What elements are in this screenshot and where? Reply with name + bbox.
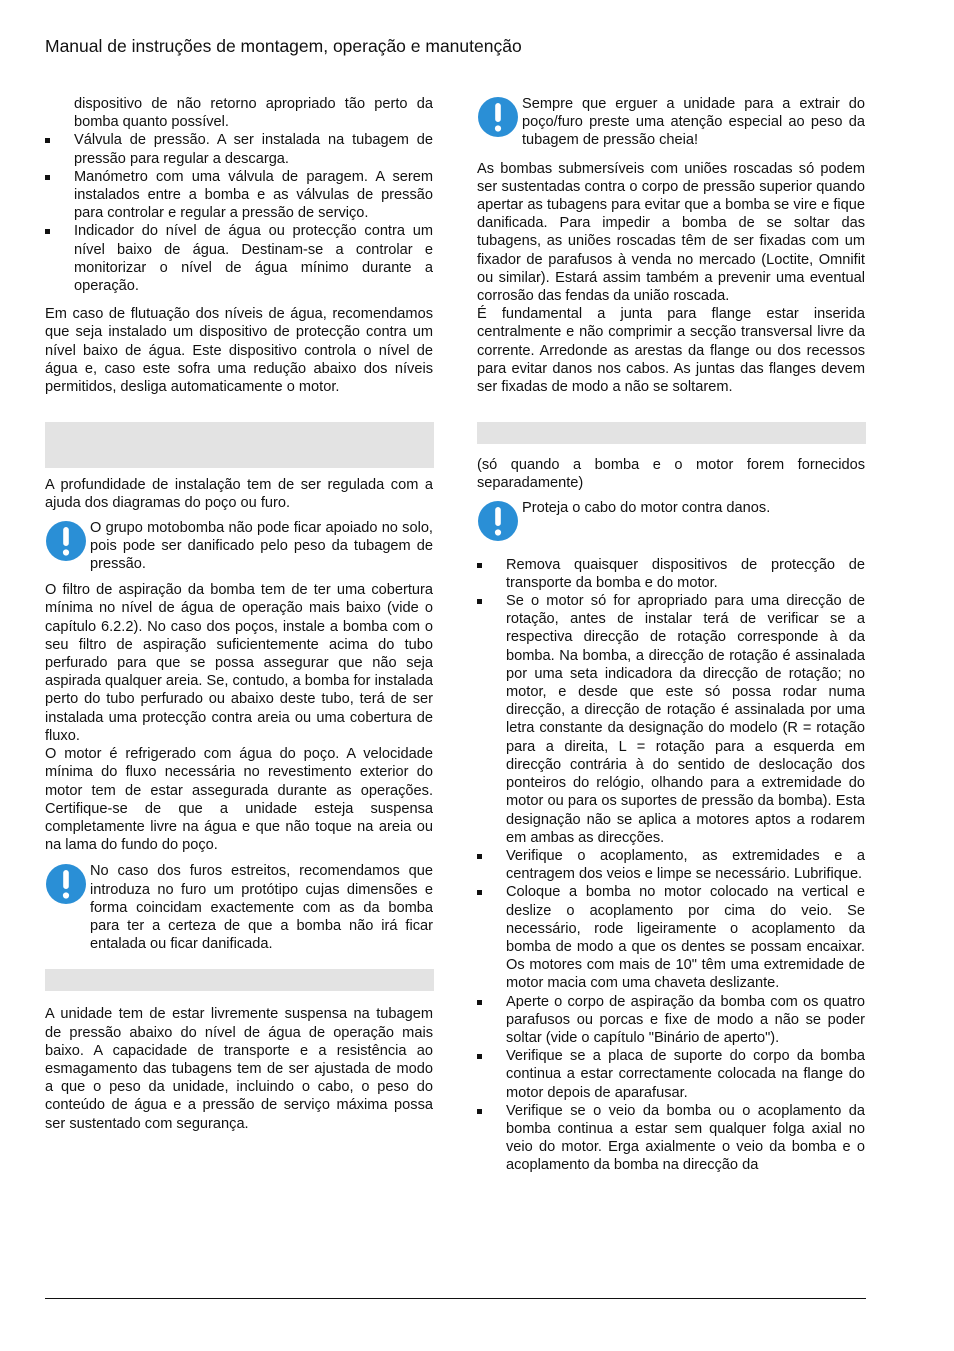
exclamation-icon [45, 863, 87, 905]
list-item: dispositivo de não retorno apropriado tão perto da bomba quanto possível. [74, 96, 433, 131]
left-column [45, 95, 433, 1133]
notice-text: Proteja o cabo do motor contra danos. [522, 499, 771, 516]
list-item: Verifique o acoplamento, as extremidades e a centragem dos veios e limpe se necessário. Lubrifique. [477, 847, 865, 883]
exclamation-icon [477, 96, 519, 138]
list-item: Verifique se a placa de suporte do corpo da bomba continua a estar correctamente colocada na flange do motor depois de aparafusar. [477, 1047, 865, 1102]
right-column [477, 95, 865, 1175]
notice-text: O grupo motobomba não pode ficar apoiado no solo, pois pode ser danificado pelo peso da tubagem de pressão. [90, 519, 433, 573]
list-item: Remova quaisquer dispositivos de protecção de transporte da bomba e do motor. [477, 556, 865, 592]
paragraph: As bombas submersíveis com uniões roscadas só podem ser sustentadas contra o corpo de pressão superior quando apertar as tubagens para evitar que a bomba se vire e fique danificada. Para impedir a bomba de se soltar das tubagens, as uniões roscadas têm de ser fixadas com um fixador de parafusos à venda no mercado (Loctite, Omnifit ou similar). Estará assim também a prevenir uma eventual corrosão das fendas da união roscada. [477, 160, 865, 305]
list-item: Indicador do nível de água ou protecção contra um nível baixo de água. Destinam-se a controlar e monitorizar o nível de água mínimo durante a operação. [45, 222, 433, 295]
notice-box [45, 519, 433, 574]
list-item: Manómetro com uma válvula de paragem. A serem instalados entre a bomba e as válvulas de pressão para controlar e regular a pressão de serviço. [45, 168, 433, 223]
paragraph: O motor é refrigerado com água do poço. A velocidade mínima do fluxo necessária no revestimento exterior do motor tem de estar assegurada durante as operações. Certifique-se de que a unidade esteja suspensa completamente livre na água e que não toque na areia ou na lama do fundo do poço. [45, 746, 433, 854]
notice-box [477, 499, 865, 542]
list-item: Coloque a bomba no motor colocado na vertical e deslize o acoplamento por cima do veio. Se necessário, rode ligeiramente o acoplamento da bomba de modo a que os dentes se possam encaixar. Os motores com mais de 10" têm uma extremidade de motor macia com uma chaveta deslizante. [477, 883, 865, 992]
notice-text: No caso dos furos estreitos, recomendamos que introduza no furo um protótipo cujas dimensões e forma coincidam exactemente com as da bomba para ter a certeza de que a bomba não irá ficar entalada ou ficar danificada. [90, 863, 433, 953]
paragraph: A profundidade de instalação tem de ser regulada com a ajuda dos diagramas do poço ou furo. [45, 477, 433, 512]
exclamation-icon [45, 520, 87, 562]
notice-box [45, 862, 433, 953]
right-bullet-list [477, 556, 865, 1175]
notice-text: Sempre que erguer a unidade para a extrair do poço/furo preste uma atenção especial ao peso da tubagem de pressão cheia! [522, 96, 865, 149]
paragraph: A unidade tem de estar livremente suspensa na tubagem de pressão abaixo do nível de água de operação mais baixo. A capacidade de transporte e a resistência ao esmagamento das tubagens tem de ser ajustada de modo a que o peso da unidade, incluindo o cabo, o peso do conteúdo de água e a pressão de serviço máxima possa ser sustentado com segurança. [45, 1006, 433, 1132]
section-heading-bar [477, 422, 866, 444]
left-bullet-list [45, 95, 433, 295]
page-header: Manual de instruções de montagem, operação e manutenção [45, 36, 522, 56]
paragraph: (só quando a bomba e o motor forem fornecidos separadamente) [477, 457, 865, 492]
list-item: Se o motor só for apropriado para uma direcção de rotação, antes de instalar terá de verificar se a respectiva direcção de rotação corresponde à da bomba. Na bomba, a direcção de rotação é assinalada por uma seta indicadora da direcção de rotação; no motor, e desde que este só possa rodar numa direcção, a direcção de rotação é assinalada por uma letra constante da designação do modelo (R = rotação para a direita, L = rotação para a esquerda em direcção contrária à do sentido de deslocação dos ponteiros do relógio, olhando para a extremidade do motor ou para os suportes de pressão da bomba). Esta designação não se aplica a motores aptos a rodarem em ambas as direcções. [477, 592, 865, 847]
list-item: Válvula de pressão. A ser instalada na tubagem de pressão para regular a descarga. [45, 131, 433, 167]
paragraph: É fundamental a junta para flange estar inserida centralmente e não comprimir a secção transversal livre da corrente. Arredonde as arestas da flange ou dos recessos para evitar danos nos cabos. As juntas das flanges devem ser fixadas de modo a não se soltarem. [477, 306, 865, 396]
list-item: Verifique se o veio da bomba ou o acoplamento da bomba continua a estar sem qualquer folga axial no veio do motor. Erga axialmente o veio da bomba e o acoplamento da bomba na direcção da [477, 1102, 865, 1175]
paragraph: Em caso de flutuação dos níveis de água, recomendamos que seja instalado um dispositivo de protecção contra um nível baixo de água. Este dispositivo controla o nível de água e, caso este sofra uma redução abaixo dos níveis permitidos, desliga automaticamente o motor. [45, 306, 433, 396]
paragraph: O filtro de aspiração da bomba tem de ter uma cobertura mínima no nível de água de operação mais baixo (vide o capítulo 6.2.2). No caso dos poços, instale a bomba com o seu filtro de aspiração suficientemente acima do tubo perfurado para que se possa assegurar que não seja aspirada qualquer areia. Se, contudo, a bomba for instalada perto do tubo perfurado ou abaixo deste tubo, terá de ser instalada uma protecção contra areia ou uma cobertura de fluxo. [45, 582, 433, 744]
list-item: Aperte o corpo de aspiração da bomba com os quatro parafusos ou porcas e fixe de modo a não se poder soltar (vide o capítulo "Binário de aperto"). [477, 993, 865, 1048]
notice-box [477, 95, 865, 150]
section-heading-bar [45, 969, 434, 991]
exclamation-icon [477, 500, 519, 542]
section-heading-bar [45, 422, 434, 468]
footer-divider [45, 1298, 866, 1299]
